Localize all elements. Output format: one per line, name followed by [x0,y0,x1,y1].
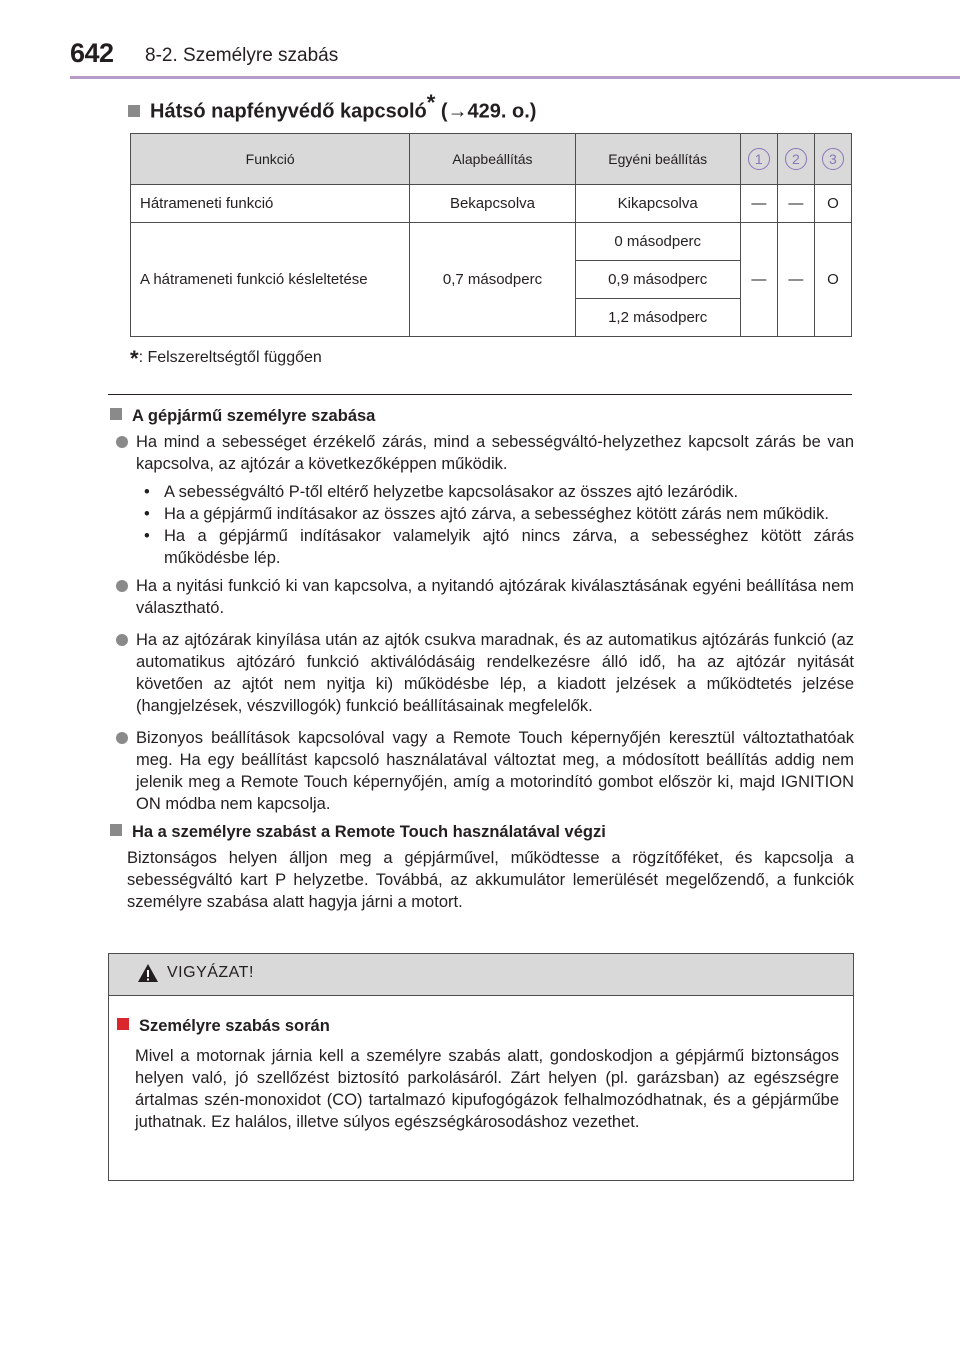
sub-list-item [110,503,854,525]
section-divider [108,394,852,395]
warning-label: VIGYÁZAT! [167,964,254,981]
cell-option: 0,9 másodperc [575,261,740,299]
th-default: Alapbeállítás [410,134,575,185]
section-title [128,90,536,124]
page-header [0,0,960,78]
cell-c2: — [777,223,814,337]
th-function: Funkció [131,134,410,185]
red-square-bullet-icon [117,1018,129,1030]
list-item [110,727,854,815]
sub-bullet-marker: • [144,527,150,545]
cell-c2: — [777,185,814,223]
list-item [110,575,854,619]
block2-title [110,821,854,843]
warning-triangle-icon [137,963,159,983]
th-col-1 [740,134,777,185]
footnote-text: : Felszereltségtől függően [138,349,322,366]
settings-table [130,133,852,337]
cell-custom: Kikapcsolva [575,185,740,223]
cell-c3: O [814,223,851,337]
table-row [131,223,852,261]
cell-option: 0 másodperc [575,223,740,261]
section-star: * [426,90,436,115]
warning-box [108,953,854,1181]
sub-bullet-text: A sebességváltó P-től eltérő helyzetbe kapcsolásakor az összes ajtó lezáródik. [164,483,739,501]
bullet-text: Ha az ajtózárak kinyílása után az ajtók csukva maradnak, és az automatikus ajtózárás funkció (az automatikus ajtózáró funkció aktiválódásáig rendelkezésre álló idő, ha az ajtózár nyitását követően az ajtót nem nyitja ki) működésbe lép, a kiadott jelzések a működtetés jelzése (hangjelzések, vészvillogók) funkció beállításainak megfelelők. [136,631,854,715]
chapter-title: 8-2. Személyre szabás [145,45,339,66]
bullet-text: Ha a nyitási funkció ki van kapcsolva, a nyitandó ajtózárak kiválasztásának egyéni beállítása nem választható. [136,577,854,617]
section-title-text: Hátsó napfényvédő kapcsoló [150,100,427,123]
sub-bullet-marker: • [144,483,150,501]
circle-bullet-icon [116,436,128,448]
block2-paragraph: Biztonságos helyen álljon meg a gépjárművel, működtesse a rögzítőféket, és kapcsolja a sebességváltó kart P helyzetbe. Továbbá, az akkumulátor lemerülését megelőzendő, a funkciók személyre szabása alatt hagyja járni a motort. [127,849,854,911]
table-row [131,185,852,223]
section-ref: (→429. o.) [440,100,537,123]
cell-default: 0,7 másodperc [410,223,575,337]
th-col-3 [814,134,851,185]
square-bullet-icon [110,408,122,420]
cell-option: 1,2 másodperc [575,299,740,337]
page-number: 642 [70,38,114,68]
list-item [110,431,854,475]
header-rule [70,76,960,79]
list-item [110,629,854,717]
footnote-star: * [130,346,139,371]
sub-bullet-text: Ha a gépjármű indításakor az összes ajtó zárva, a sebességhez kötött zárás nem működik. [164,505,829,523]
warning-title-text: Személyre szabás során [139,1017,330,1035]
bullet-text: Ha mind a sebességet érzékelő zárás, mind a sebességváltó-helyzethez kapcsolt zárás be van kapcsolva, az ajtózár a következőképpen működik. [136,433,854,473]
table-header-row [131,134,852,185]
circle-bullet-icon [116,634,128,646]
warning-header [109,954,853,996]
cell-c1: — [740,223,777,337]
sub-bullet-marker: • [144,505,150,523]
warning-title [117,1017,330,1036]
warning-text: Mivel a motornak járnia kell a személyre szabás alatt, gondoskodjon a gépjármű biztonságos helyen való, jó szellőzést biztosító parkolásáról. Zárt helyen (pl. garázsban) az egészségre ártalmas szén-monoxidot (CO) tartalmazó kipufogógázok felhalmozódhatnak, és a gépjárműbe juthatnak. Ez halálos, illetve súlyos egészségkárosodáshoz vezethet. [135,1047,839,1131]
square-bullet-icon [128,105,140,117]
sub-bullet-text: Ha a gépjármű indításakor valamelyik ajtó nincs zárva, a sebességhez kötött zárás működésbe lép. [164,527,854,567]
block1-title [110,405,854,427]
footnote [130,346,322,372]
cell-default: Bekapcsolva [410,185,575,223]
square-bullet-icon [110,824,122,836]
block1-title-text: A gépjármű személyre szabása [132,407,376,425]
cell-function: A hátrameneti funkció késleltetése [131,223,410,337]
circle-2-icon: 2 [785,148,807,170]
bullet-text: Bizonyos beállítások kapcsolóval vagy a Remote Touch képernyőjén keresztül változtathatóak meg. Ha egy beállítást kapcsoló használatával változtat meg, a módosított beállítás addig nem jelenik meg a Remote Touch képernyőjén, amíg a motorindító gombot először ki, majd IGNITION ON módba nem kapcsolja. [136,729,854,813]
circle-bullet-icon [116,580,128,592]
circle-3-icon: 3 [822,148,844,170]
cell-function: Hátrameneti funkció [131,185,410,223]
block2-title-text: Ha a személyre szabást a Remote Touch használatával végzi [132,823,606,841]
th-col-2 [777,134,814,185]
cell-c3: O [814,185,851,223]
sub-list-item [110,481,854,503]
cell-c1: — [740,185,777,223]
circle-1-icon: 1 [748,148,770,170]
circle-bullet-icon [116,732,128,744]
th-custom: Egyéni beállítás [575,134,740,185]
sub-list-item [110,525,854,569]
body-text [110,405,854,913]
